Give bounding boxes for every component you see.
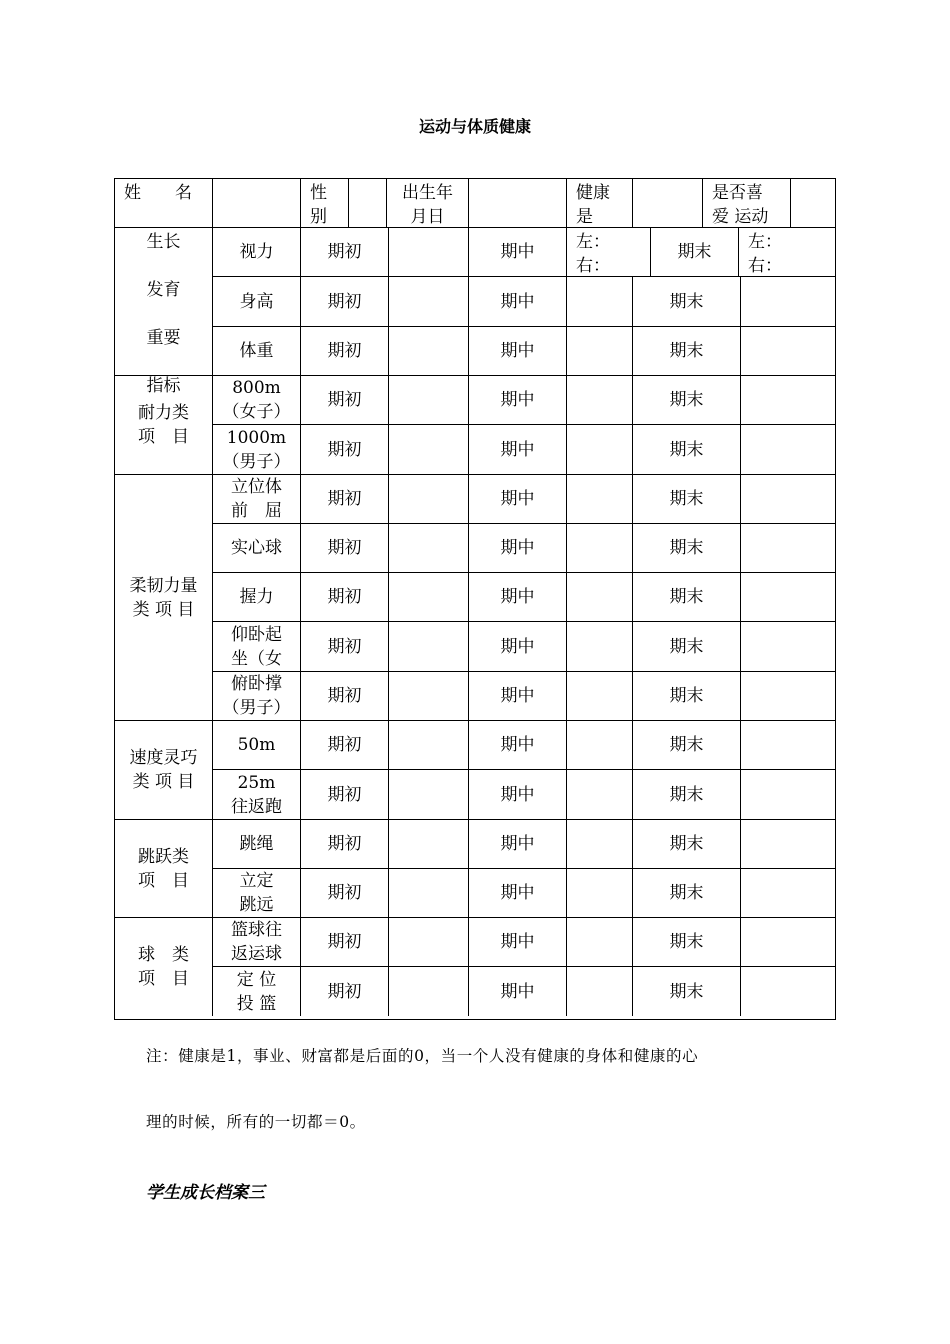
period-start-label: 期初 xyxy=(300,474,388,523)
item-label: 跳绳 xyxy=(212,819,300,868)
period-mid-value-cell[interactable] xyxy=(566,769,632,819)
period-end-label: 期末 xyxy=(632,621,740,671)
period-start-label: 期初 xyxy=(300,227,388,276)
period-end-value-cell[interactable] xyxy=(740,474,836,523)
period-end-value-cell[interactable] xyxy=(740,819,836,868)
gender-value-cell[interactable] xyxy=(348,178,386,227)
period-mid-value-cell[interactable] xyxy=(566,326,632,375)
item-label: 50m xyxy=(212,720,300,769)
period-mid-label: 期中 xyxy=(468,917,566,966)
health-value-cell[interactable] xyxy=(632,178,702,227)
period-start-label: 期初 xyxy=(300,276,388,326)
period-mid-label: 期中 xyxy=(468,326,566,375)
item-label: 800m （女子） xyxy=(212,375,300,424)
period-start-label: 期初 xyxy=(300,819,388,868)
category-label: 跳跃类 项 目 xyxy=(114,819,212,917)
period-mid-label: 期中 xyxy=(468,474,566,523)
item-label: 握力 xyxy=(212,572,300,621)
period-end-label: 期末 xyxy=(632,326,740,375)
item-label: 俯卧撑 （男子） xyxy=(212,671,300,720)
period-mid-value-cell[interactable] xyxy=(566,572,632,621)
period-end-value-cell[interactable] xyxy=(740,917,836,966)
period-start-value-cell[interactable] xyxy=(388,621,468,671)
item-label: 立定 跳远 xyxy=(212,868,300,917)
item-label: 身高 xyxy=(212,276,300,326)
period-mid-value-cell[interactable] xyxy=(566,276,632,326)
birth-value-cell[interactable] xyxy=(468,178,566,227)
period-start-value-cell[interactable] xyxy=(388,819,468,868)
category-label: 球 类 项 目 xyxy=(114,917,212,1016)
period-start-value-cell[interactable] xyxy=(388,769,468,819)
period-end-label: 期末 xyxy=(632,769,740,819)
period-start-label: 期初 xyxy=(300,424,388,474)
period-start-label: 期初 xyxy=(300,769,388,819)
period-start-value-cell[interactable] xyxy=(388,868,468,917)
period-end-label: 期末 xyxy=(632,917,740,966)
period-start-value-cell[interactable] xyxy=(388,375,468,424)
item-label: 立位体 前 屈 xyxy=(212,474,300,523)
period-end-value-cell[interactable] xyxy=(740,868,836,917)
period-end-value-cell[interactable] xyxy=(740,326,836,375)
period-mid-value-cell[interactable] xyxy=(566,424,632,474)
period-start-label: 期初 xyxy=(300,375,388,424)
period-end-value-cell[interactable] xyxy=(740,276,836,326)
period-end-label: 期末 xyxy=(632,966,740,1016)
name-value-cell[interactable] xyxy=(212,178,300,227)
period-end-value-cell[interactable] xyxy=(740,621,836,671)
gender-label: 性 别 xyxy=(300,178,348,227)
item-label: 25m 往返跑 xyxy=(212,769,300,819)
note-line-1: 注：健康是1，事业、财富都是后面的0，当一个人没有健康的身体和健康的心 xyxy=(146,1047,699,1065)
birth-label: 出生年 月日 xyxy=(386,178,468,227)
period-start-value-cell[interactable] xyxy=(388,966,468,1016)
name-label: 姓 名 xyxy=(114,178,212,227)
page-title: 运动与体质健康 xyxy=(418,117,531,136)
period-start-value-cell[interactable] xyxy=(388,523,468,572)
period-end-value-cell[interactable] xyxy=(740,671,836,720)
period-end-label: 期末 xyxy=(632,671,740,720)
period-mid-value-cell[interactable] xyxy=(566,819,632,868)
period-mid-value-cell[interactable] xyxy=(566,868,632,917)
period-start-value-cell[interactable] xyxy=(388,276,468,326)
period-mid-label: 期中 xyxy=(468,523,566,572)
period-mid-label: 期中 xyxy=(468,572,566,621)
period-start-value-cell[interactable] xyxy=(388,474,468,523)
item-label: 篮球往 返运球 xyxy=(212,917,300,966)
item-label: 视力 xyxy=(212,227,300,276)
period-end-label: 期末 xyxy=(632,424,740,474)
period-start-label: 期初 xyxy=(300,572,388,621)
category-label: 速度灵巧 类 项 目 xyxy=(114,720,212,819)
period-start-value-cell[interactable] xyxy=(388,720,468,769)
period-mid-value-cell[interactable] xyxy=(566,375,632,424)
period-start-value-cell[interactable] xyxy=(388,424,468,474)
period-end-label: 期末 xyxy=(632,819,740,868)
period-start-label: 期初 xyxy=(300,523,388,572)
period-mid-label: 期中 xyxy=(468,966,566,1016)
period-start-label: 期初 xyxy=(300,671,388,720)
likes-sports-label: 是否喜 爱 运动 xyxy=(702,178,790,227)
period-start-value-cell[interactable] xyxy=(388,326,468,375)
item-label: 定 位 投 篮 xyxy=(212,966,300,1016)
period-end-label: 期末 xyxy=(632,868,740,917)
period-end-value-cell[interactable] xyxy=(740,769,836,819)
category-label: 柔韧力量 类 项 目 xyxy=(114,474,212,720)
period-end-label: 期末 xyxy=(632,523,740,572)
period-mid-value-cell[interactable] xyxy=(566,671,632,720)
period-start-label: 期初 xyxy=(300,917,388,966)
period-mid-label: 期中 xyxy=(468,621,566,671)
period-start-label: 期初 xyxy=(300,966,388,1016)
period-mid-label: 期中 xyxy=(468,375,566,424)
item-label: 1000m （男子） xyxy=(212,424,300,474)
likes-sports-value-cell[interactable] xyxy=(790,178,836,227)
period-mid-value-cell[interactable] xyxy=(566,720,632,769)
category-label: 耐力类 项 目 xyxy=(114,375,212,474)
period-end-label: 期末 xyxy=(632,276,740,326)
period-mid-value-cell[interactable] xyxy=(566,474,632,523)
period-mid-label: 期中 xyxy=(468,819,566,868)
period-start-label: 期初 xyxy=(300,621,388,671)
category-label: 生长 发育 重要 指标 xyxy=(114,227,212,375)
vision-mid-left-right: 左： 右： xyxy=(566,227,650,276)
period-mid-label: 期中 xyxy=(468,227,566,276)
item-label: 实心球 xyxy=(212,523,300,572)
period-start-value-cell[interactable] xyxy=(388,917,468,966)
period-start-label: 期初 xyxy=(300,868,388,917)
period-mid-value-cell[interactable] xyxy=(566,917,632,966)
period-end-value-cell[interactable] xyxy=(740,572,836,621)
period-end-label: 期末 xyxy=(632,720,740,769)
period-start-label: 期初 xyxy=(300,326,388,375)
fitness-record-table xyxy=(114,178,836,1020)
period-end-value-cell[interactable] xyxy=(740,966,836,1016)
vision-end-left-right: 左： 右： xyxy=(738,227,836,276)
period-start-label: 期初 xyxy=(300,720,388,769)
period-end-value-cell[interactable] xyxy=(740,720,836,769)
period-start-value-cell[interactable] xyxy=(388,671,468,720)
period-mid-label: 期中 xyxy=(468,424,566,474)
health-label: 健康 是 xyxy=(566,178,632,227)
period-mid-label: 期中 xyxy=(468,276,566,326)
period-end-label: 期末 xyxy=(632,375,740,424)
item-label: 仰卧起 坐（女 xyxy=(212,621,300,671)
period-end-label: 期末 xyxy=(650,227,738,276)
period-mid-value-cell[interactable] xyxy=(566,966,632,1016)
period-end-value-cell[interactable] xyxy=(740,523,836,572)
period-mid-label: 期中 xyxy=(468,769,566,819)
period-end-value-cell[interactable] xyxy=(740,424,836,474)
period-mid-label: 期中 xyxy=(468,868,566,917)
period-mid-value-cell[interactable] xyxy=(566,523,632,572)
period-start-value-cell[interactable] xyxy=(388,227,468,276)
section-footer-title: 学生成长档案三 xyxy=(146,1183,265,1203)
item-label: 体重 xyxy=(212,326,300,375)
period-end-value-cell[interactable] xyxy=(740,375,836,424)
note-line-2: 理的时候，所有的一切都＝0。 xyxy=(146,1113,366,1131)
period-end-label: 期末 xyxy=(632,572,740,621)
period-end-label: 期末 xyxy=(632,474,740,523)
period-mid-label: 期中 xyxy=(468,720,566,769)
period-mid-label: 期中 xyxy=(468,671,566,720)
period-mid-value-cell[interactable] xyxy=(566,621,632,671)
period-start-value-cell[interactable] xyxy=(388,572,468,621)
